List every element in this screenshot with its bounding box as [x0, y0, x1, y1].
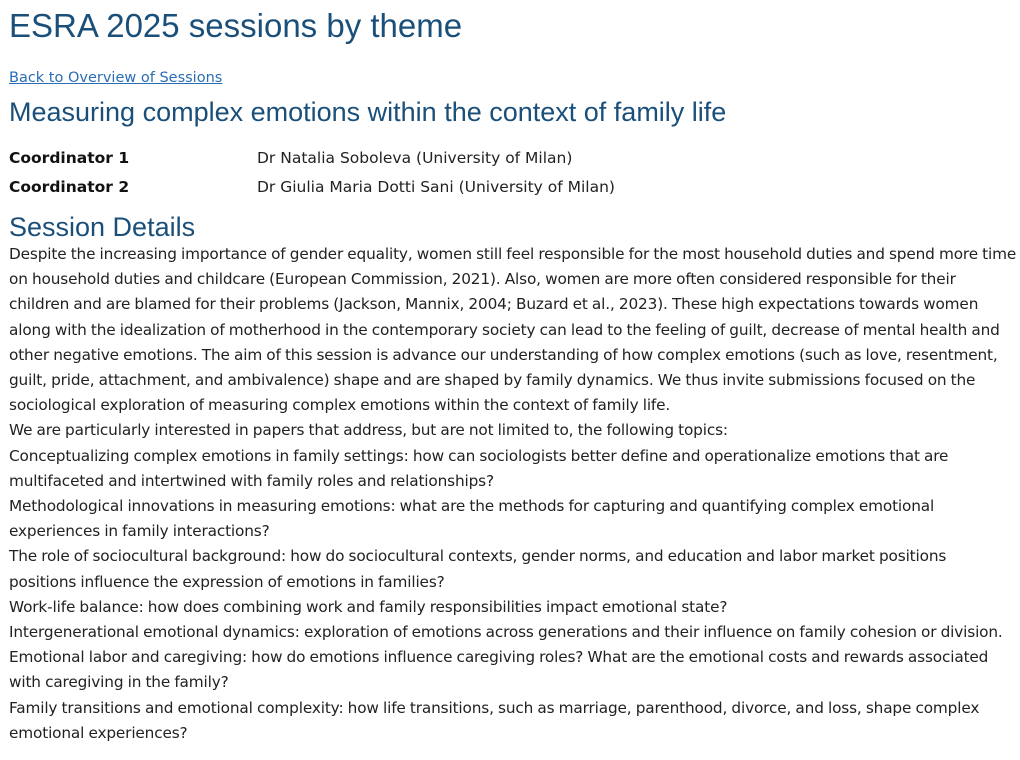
topic-item: The role of sociocultural background: how do sociocultural contexts, gender norms, and education and labor market positions positions influence the expression of emotions in families?: [9, 547, 947, 591]
coordinator-value: Dr Natalia Soboleva (University of Milan): [257, 149, 573, 167]
topic-item: Intergenerational emotional dynamics: exploration of emotions across generations and their influence on family cohesion or division.: [9, 623, 1003, 642]
session-title: Measuring complex emotions within the context of family life: [9, 97, 727, 127]
topic-item: Emotional labor and caregiving: how do emotions influence caregiving roles? What are the emotional costs and rewards associated with caregiving in the family?: [9, 648, 989, 692]
topic-item: Work-life balance: how does combining work and family responsibilities impact emotional state?: [9, 597, 728, 616]
coordinator-label: Coordinator 1: [9, 149, 130, 167]
coordinators-table: [9, 144, 615, 202]
session-details-heading: Session Details: [9, 212, 196, 242]
topic-item: Conceptualizing complex emotions in family settings: how can sociologists better define and operationalize emotions that are multifaceted and intertwined with family roles and relationships?: [9, 446, 949, 490]
details-paragraph: We are particularly interested in papers that address, but are not limited to, the following topics:: [9, 421, 728, 440]
coordinator-value: Dr Giulia Maria Dotti Sani (University of Milan): [257, 178, 615, 196]
coordinator-row: [9, 144, 615, 173]
topic-item: Family transitions and emotional complexity: how life transitions, such as marriage, parenthood, divorce, and loss, shape complex emotional experiences?: [9, 698, 980, 742]
session-details-body: [9, 242, 1017, 746]
site-title: ESRA 2025 sessions by theme: [9, 7, 463, 44]
back-to-overview-link[interactable]: Back to Overview of Sessions: [9, 70, 223, 86]
coordinator-row: [9, 173, 615, 202]
details-paragraph: Despite the increasing importance of gender equality, women still feel responsible for the most household duties and spend more time on household duties and childcare (European Commission, 2021). Also, women are more often considered responsible for their children and are blamed for their problems (Jackson, Mannix, 2004; Buzard et al., 2023). These high expectations towards women along with the idealization of motherhood in the contemporary society can lead to the feeling of guilt, decrease of mental health and other negative emotions. The aim of this session is advance our understanding of how complex emotions (such as love, resentment, guilt, pride, attachment, and ambivalence) shape and are shaped by family dynamics. We thus invite submissions focused on the sociological exploration of measuring complex emotions within the context of family life.: [9, 245, 1017, 415]
topic-item: Methodological innovations in measuring emotions: what are the methods for capturing and quantifying complex emotional experiences in family interactions?: [9, 497, 935, 541]
coordinator-label: Coordinator 2: [9, 178, 130, 196]
